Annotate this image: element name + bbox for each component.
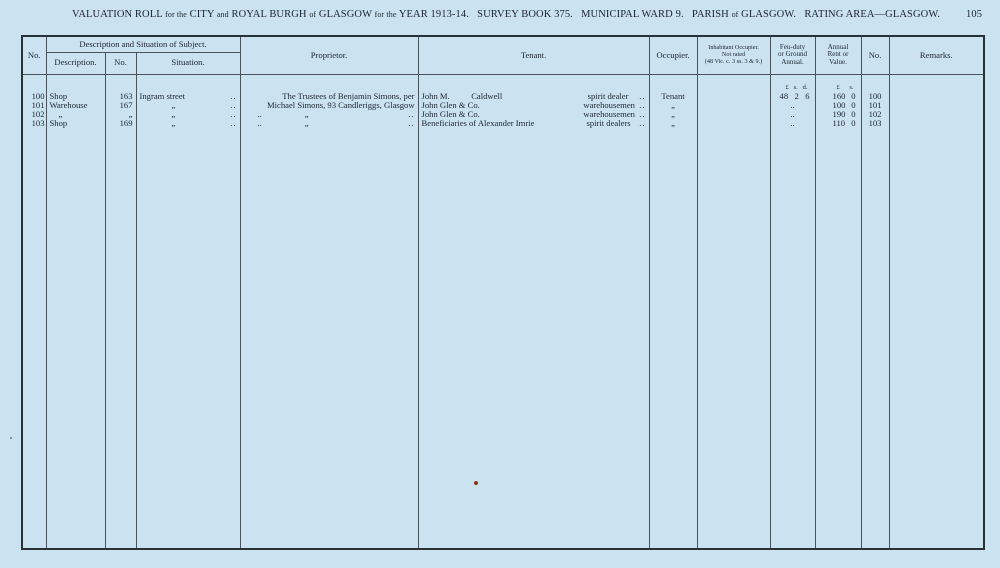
- row-occupier: „: [649, 119, 697, 128]
- row-proprietor: .. „ ..: [240, 110, 418, 119]
- row-feuduty: 48 2 6: [770, 92, 815, 101]
- row-proprietor: Michael Simons, 93 Candleriggs, Glasgow: [240, 101, 418, 110]
- valuation-table: [21, 35, 985, 550]
- row-tenant: John Glen & Co. warehousemen ..: [418, 110, 649, 119]
- row-no: 103: [22, 119, 46, 128]
- page-header: [0, 9, 1000, 23]
- row-description: Shop: [46, 119, 105, 128]
- table-row: [22, 92, 984, 101]
- col-occupier: Occupier.: [649, 36, 697, 74]
- row-description: Warehouse: [46, 101, 105, 110]
- row-rent: 100 0: [815, 101, 861, 110]
- col-desc-group: Description and Situation of Subject.: [46, 36, 240, 52]
- row-occupier: Tenant: [649, 92, 697, 101]
- row-no: 100: [22, 92, 46, 101]
- row-occupier: „: [649, 110, 697, 119]
- col-feuduty: Feu-duty or Ground Annual.: [770, 36, 815, 74]
- row-no: 102: [22, 110, 46, 119]
- row-number: 163: [105, 92, 136, 101]
- feu-units: £ s. d.: [770, 74, 815, 92]
- col-situation: Situation.: [136, 52, 240, 74]
- row-no-right: 103: [861, 119, 889, 128]
- col-tenant: Tenant.: [418, 36, 649, 74]
- row-no-right: 100: [861, 92, 889, 101]
- row-occupier: „: [649, 101, 697, 110]
- row-rent: 110 0: [815, 119, 861, 128]
- row-proprietor: The Trustees of Benjamin Simons, per: [240, 92, 418, 101]
- page-number: 105: [966, 9, 983, 20]
- row-feuduty: ..: [770, 101, 815, 110]
- col-description: Description.: [46, 52, 105, 74]
- row-number: „: [105, 110, 136, 119]
- row-situation: „ ..: [136, 101, 240, 110]
- col-no: No.: [22, 36, 46, 74]
- row-situation: „ ..: [136, 110, 240, 119]
- row-description: Shop: [46, 92, 105, 101]
- row-rent: 190 0: [815, 110, 861, 119]
- row-tenant: John Glen & Co. warehousemen ..: [418, 101, 649, 110]
- row-tenant: John M. Caldwell spirit dealer ..: [418, 92, 649, 101]
- col-rent: Annual Rent or Value.: [815, 36, 861, 74]
- col-number: No.: [105, 52, 136, 74]
- table-row: [22, 119, 984, 128]
- row-feuduty: ..: [770, 119, 815, 128]
- col-proprietor: Proprietor.: [240, 36, 418, 74]
- blank-rows: [22, 128, 984, 550]
- row-no-right: 101: [861, 101, 889, 110]
- row-rent: 160 0: [815, 92, 861, 101]
- paper-speck: [10, 437, 12, 439]
- row-number: 169: [105, 119, 136, 128]
- row-situation: „ ..: [136, 119, 240, 128]
- row-number: 167: [105, 101, 136, 110]
- col-remarks: Remarks.: [889, 36, 984, 74]
- row-no: 101: [22, 101, 46, 110]
- col-no-right: No.: [861, 36, 889, 74]
- units-row: [22, 74, 984, 92]
- table-row: [22, 110, 984, 119]
- ink-spot: [474, 481, 478, 485]
- row-description: „: [46, 110, 105, 119]
- roll-title: VALUATION ROLL for the CITY and ROYAL BURGH of GLASGOW for the YEAR 1913-14. SURVEY BOOK 375. MUNICIPAL WARD 9. PARISH of GLASGOW. RATING AREA—GLASGOW.: [72, 9, 941, 20]
- row-feuduty: ..: [770, 110, 815, 119]
- row-situation: Ingram street ..: [136, 92, 240, 101]
- rent-units: £ s.: [815, 74, 861, 92]
- col-inhabitant: Inhabitant Occupier. Not rated (48 Vic. c. 3 ss. 3 & 9.): [697, 36, 770, 74]
- row-proprietor: .. „ ..: [240, 119, 418, 128]
- row-no-right: 102: [861, 110, 889, 119]
- table-row: [22, 101, 984, 110]
- row-tenant: Beneficiaries of Alexander Imrie spirit dealers ..: [418, 119, 649, 128]
